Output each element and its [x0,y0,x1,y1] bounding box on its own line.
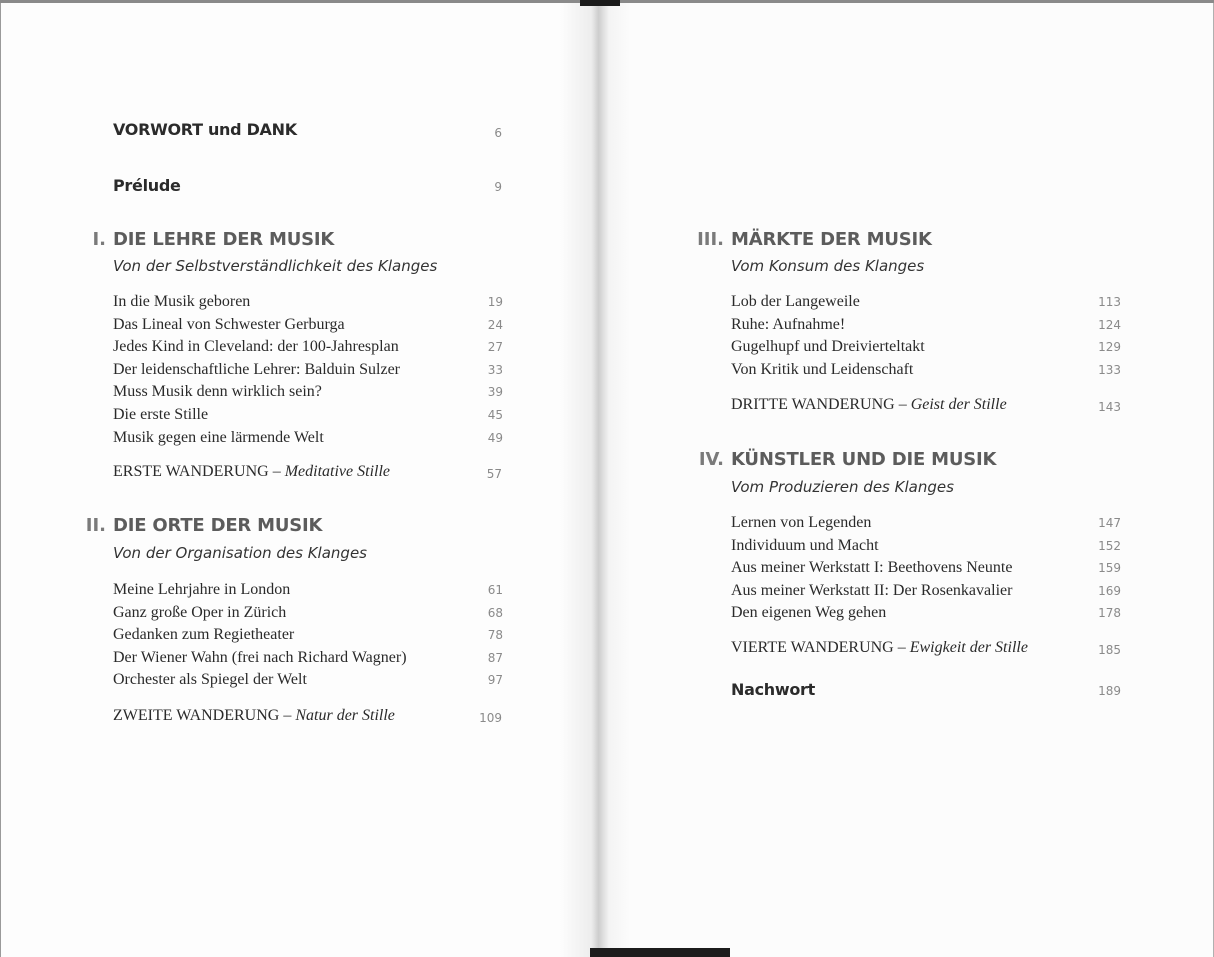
toc-entry [731,314,1121,337]
chapter-3-subtitle: Vom Konsum des Klanges [731,257,925,275]
toc-entry-page: 78 [487,628,503,643]
toc-entry-title: Gugelhupf und Dreivierteltakt [731,338,925,356]
chapter-1-entries [113,291,503,449]
chapter-1-title: DIE LEHRE DER MUSIK [113,229,335,250]
toc-entry-title: Orchester als Spiegel der Welt [113,671,307,689]
toc-entry-title: Aus meiner Werkstatt II: Der Rosenkavalier [731,581,1013,599]
toc-entry-page: 68 [487,605,503,620]
toc-entry [113,291,503,314]
toc-front-vorwort-label: VORWORT und DANK [113,120,297,139]
chapter-1-numeral: I. [92,229,106,250]
toc-entry [731,291,1121,314]
chapter-1-subtitle: Von der Selbstverständlichkeit des Klanges [113,257,438,275]
chapter-2-title: DIE ORTE DER MUSIK [113,515,323,536]
toc-entry-title: Meine Lehrjahre in London [113,581,291,598]
chapter-2-wanderung [113,707,395,725]
chapter-3-title: MÄRKTE DER MUSIK [731,229,932,250]
toc-entry [113,669,503,692]
wanderung-subtitle: Meditative Stille [284,463,390,480]
toc-entry [113,404,503,427]
toc-entry-title: Lob der Langeweile [731,293,860,310]
toc-entry-page: 169 [1098,583,1121,598]
toc-front-vorwort-page: 6 [494,126,502,140]
toc-entry-title: Der Wiener Wahn (frei nach Richard Wagner) [113,648,407,666]
chapter-4-entries [731,512,1121,625]
toc-entry-page: 178 [1098,606,1121,621]
toc-back-nachwort-page: 189 [1098,684,1121,698]
chapter-3-wanderung-page: 143 [1098,400,1121,414]
toc-entry-title: Gedanken zum Regietheater [113,626,295,644]
toc-entry-page: 33 [487,362,503,377]
chapter-3-numeral: III. [697,229,724,250]
toc-entry-title: Den eigenen Weg gehen [731,604,887,622]
toc-entry [731,359,1121,382]
toc-entry-page: 97 [487,673,503,688]
toc-entry [731,512,1121,535]
toc-entry-title: Das Lineal von Schwester Gerburga [113,315,345,333]
toc-entry-title: Die erste Stille [113,405,209,423]
toc-entry [113,647,503,670]
toc-entry-page: 27 [487,340,503,355]
toc-entry [113,336,503,359]
toc-entry [113,314,503,337]
wanderung-subtitle: Ewigkeit der Stille [909,639,1028,656]
spine-top-shadow [580,0,620,6]
toc-entry [731,580,1121,603]
toc-entry-title: Der leidenschaftliche Lehrer: Balduin Sulzer [113,360,400,378]
chapter-2-numeral: II. [85,515,106,536]
chapter-4-numeral: IV. [698,449,724,470]
toc-entry-page: 133 [1098,362,1121,377]
toc-entry-page: 39 [487,385,503,400]
toc-entry-page: 113 [1098,295,1121,309]
toc-entry-page: 24 [487,317,503,332]
chapter-3-wanderung [731,396,1007,414]
toc-entry-title: Ruhe: Aufnahme! [731,315,846,333]
toc-entry-page: 129 [1098,340,1121,355]
chapter-1-wanderung [113,463,390,481]
wanderung-label: ERSTE WANDERUNG [113,463,269,480]
chapter-4-wanderung [731,639,1028,657]
wanderung-label: DRITTE WANDERUNG [731,396,895,413]
wanderung-separator: – [898,396,907,413]
spine-bottom-shadow [590,948,730,957]
toc-entry [113,624,503,647]
toc-entry-title: Muss Musik denn wirklich sein? [113,383,322,401]
wanderung-subtitle: Geist der Stille [910,396,1007,413]
chapter-2-wanderung-page: 109 [479,711,502,725]
chapter-4-wanderung-page: 185 [1098,643,1121,657]
toc-entry-title: Musik gegen eine lärmende Welt [113,428,324,446]
book-gutter [560,0,630,957]
toc-entry-title: Ganz große Oper in Zürich [113,603,287,621]
toc-entry-page: 61 [487,583,503,597]
toc-entry-title: Aus meiner Werkstatt I: Beethovens Neunte [731,559,1013,577]
chapter-2-entries [113,579,503,692]
toc-entry [113,602,503,625]
toc-entry [113,579,503,602]
toc-entry-title: In die Musik geboren [113,293,251,310]
chapter-4-title: KÜNSTLER UND DIE MUSIK [731,449,997,470]
chapter-4-subtitle: Vom Produzieren des Klanges [731,478,954,496]
wanderung-separator: – [897,639,906,656]
wanderung-label: VIERTE WANDERUNG [731,639,894,656]
toc-entry-page: 152 [1098,538,1121,553]
toc-front-prelude-page: 9 [494,180,502,194]
toc-entry-page: 147 [1098,516,1121,530]
toc-entry-page: 45 [487,407,503,422]
toc-entry [731,557,1121,580]
chapter-3-entries [731,291,1121,381]
toc-entry-title: Lernen von Legenden [731,514,872,531]
toc-entry-title: Von Kritik und Leidenschaft [731,360,914,378]
toc-entry-page: 49 [487,430,503,445]
wanderung-separator: – [283,707,292,724]
toc-back-nachwort-label: Nachwort [731,680,815,699]
toc-entry-page: 19 [487,295,503,309]
toc-entry [731,535,1121,558]
chapter-2-subtitle: Von der Organisation des Klanges [113,544,367,562]
chapter-1-wanderung-page: 57 [486,467,502,481]
toc-entry [113,359,503,382]
wanderung-subtitle: Natur der Stille [295,707,395,724]
toc-entry-page: 124 [1098,317,1121,332]
toc-entry [731,602,1121,625]
toc-front-prelude-label: Prélude [113,176,181,195]
toc-entry [113,381,503,404]
toc-entry [731,336,1121,359]
toc-entry-title: Jedes Kind in Cleveland: der 100-Jahresplan [113,338,399,356]
toc-entry-page: 159 [1098,561,1121,576]
wanderung-separator: – [272,463,281,480]
toc-entry [113,427,503,450]
toc-entry-title: Individuum und Macht [731,536,879,554]
toc-entry-page: 87 [487,650,503,665]
wanderung-label: ZWEITE WANDERUNG [113,707,280,724]
